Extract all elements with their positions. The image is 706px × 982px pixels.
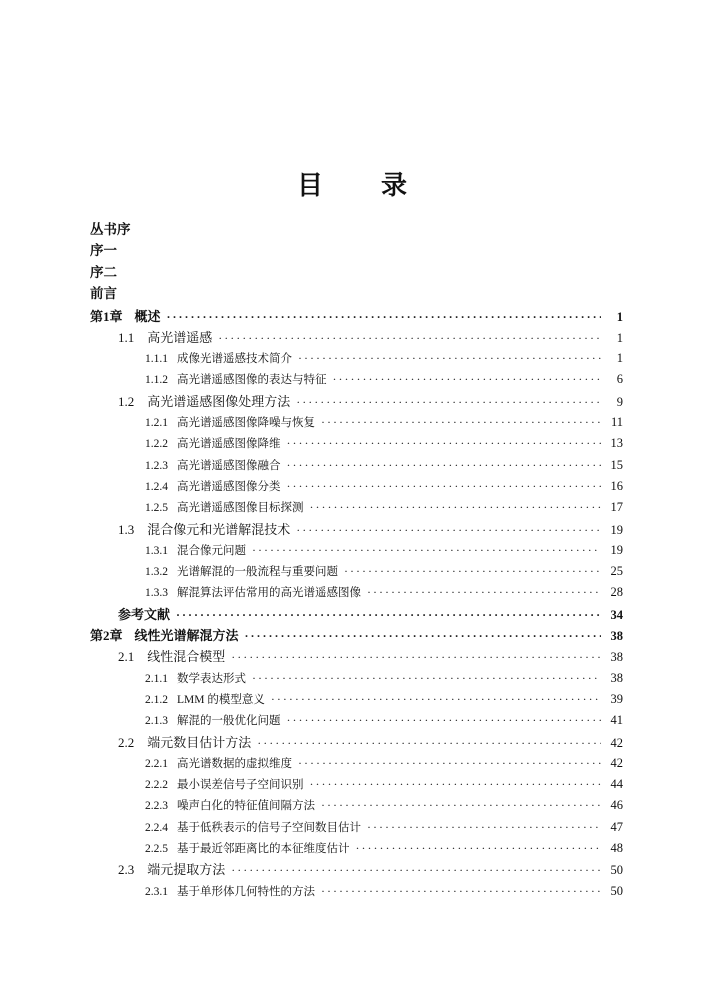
- toc-list: [90, 306, 623, 902]
- entry-title: 线性混合模型: [147, 649, 226, 665]
- dot-leader: [287, 710, 602, 732]
- entry-page-number: 47: [610, 819, 623, 834]
- dot-leader: [298, 753, 601, 775]
- dot-leader: [296, 519, 601, 541]
- dot-leader: [296, 391, 601, 413]
- toc-entry: [90, 668, 623, 689]
- toc-entry: [90, 455, 623, 476]
- dot-leader: [356, 838, 602, 860]
- entry-number: 1.2.1: [145, 417, 168, 430]
- entry-number: 1.2.2: [145, 438, 168, 451]
- toc-entry: [90, 476, 623, 497]
- entry-number: 2.3: [118, 862, 135, 878]
- entry-page-number: 48: [610, 840, 623, 855]
- dot-leader: [287, 455, 602, 477]
- entry-number: 1.1.2: [145, 374, 168, 387]
- toc-entry: [90, 689, 623, 710]
- toc-entry: [90, 540, 623, 561]
- entry-page-number: 25: [610, 564, 623, 579]
- toc-entry: [90, 582, 623, 603]
- entry-page-number: 50: [610, 863, 623, 878]
- toc-entry: [90, 774, 623, 795]
- toc-entry: [90, 881, 623, 902]
- toc-entry: [90, 327, 623, 348]
- dot-leader: [344, 561, 601, 583]
- entry-page-number: 50: [610, 883, 623, 898]
- entry-number: 2.2.2: [145, 779, 168, 792]
- toc-entry: [90, 561, 623, 582]
- entry-page-number: 44: [610, 777, 623, 792]
- toc-entry: [90, 412, 623, 433]
- entry-page-number: 42: [610, 755, 623, 770]
- dot-leader: [176, 604, 601, 626]
- entry-number: 2.2: [118, 734, 135, 750]
- entry-number: 1.3.2: [145, 566, 168, 579]
- entry-title: 高光谱遥感: [147, 329, 213, 345]
- toc-entry: [90, 732, 623, 753]
- entry-title: 混合像元和光谱解混技术: [147, 521, 291, 537]
- entry-number: 2.2.1: [145, 757, 168, 770]
- entry-title: LMM 的模型意义: [177, 693, 265, 706]
- toc-entry: [90, 646, 623, 667]
- dot-leader: [321, 881, 601, 903]
- entry-page-number: 16: [610, 478, 623, 493]
- entry-title: 高光谱遥感图像处理方法: [147, 393, 291, 409]
- toc-entry: [90, 753, 623, 774]
- entry-number: 1.2.5: [145, 502, 168, 515]
- dot-leader: [257, 732, 601, 754]
- front-matter-item: 序一: [90, 243, 117, 259]
- entry-title: 解混的一般优化问题: [177, 715, 281, 728]
- dot-leader: [245, 625, 601, 647]
- entry-title: 参考文献: [118, 606, 171, 622]
- toc-entry: [90, 859, 623, 880]
- entry-title: 高光谱遥感图像目标探测: [177, 502, 304, 515]
- entry-page-number: 28: [610, 585, 623, 600]
- entry-page-number: 39: [610, 691, 623, 706]
- dot-leader: [252, 668, 601, 690]
- entry-page-number: 19: [610, 542, 623, 557]
- entry-number: 1.3: [118, 521, 135, 537]
- entry-number: 1.1.1: [145, 353, 168, 366]
- entry-number: 2.3.1: [145, 885, 168, 898]
- entry-page-number: 1: [616, 330, 623, 345]
- entry-number: 1.2: [118, 393, 135, 409]
- entry-number: 1.3.1: [145, 544, 168, 557]
- entry-title: 数学表达形式: [177, 672, 246, 685]
- dot-leader: [271, 689, 601, 711]
- entry-page-number: 6: [616, 372, 623, 387]
- toc-entry: [90, 497, 623, 518]
- entry-page-number: 46: [610, 798, 623, 813]
- dot-leader: [367, 817, 601, 839]
- entry-number: 2.1.3: [145, 715, 168, 728]
- entry-title: 高光谱数据的虚拟维度: [177, 757, 292, 770]
- entry-number: 2.2.5: [145, 842, 168, 855]
- entry-page-number: 38: [610, 629, 623, 644]
- dot-leader: [310, 497, 602, 519]
- toc-entry: [90, 625, 623, 646]
- entry-page-number: 15: [610, 457, 623, 472]
- entry-number: 2.1.1: [145, 672, 168, 685]
- entry-title: 基于低秩表示的信号子空间数目估计: [177, 821, 361, 834]
- front-matter-item: 前言: [90, 286, 117, 302]
- page-title: 目 录: [296, 171, 409, 200]
- entry-title: 光谱解混的一般流程与重要问题: [177, 566, 338, 579]
- entry-number: 2.2.3: [145, 800, 168, 813]
- toc-entry: [90, 838, 623, 859]
- entry-number: 第2章: [90, 628, 123, 644]
- entry-title: 高光谱遥感图像降维: [177, 438, 281, 451]
- entry-page-number: 11: [610, 415, 623, 430]
- dot-leader: [231, 646, 601, 668]
- entry-title: 最小误差信号子空间识别: [177, 779, 304, 792]
- entry-title: 高光谱遥感图像融合: [177, 459, 281, 472]
- front-matter-list: [90, 219, 623, 305]
- toc-entry: [90, 604, 623, 625]
- entry-title: 线性光谱解混方法: [134, 628, 239, 644]
- entry-number: 2.1.2: [145, 693, 168, 706]
- toc-content: [90, 219, 623, 902]
- dot-leader: [252, 540, 601, 562]
- dot-leader: [310, 774, 602, 796]
- dot-leader: [367, 582, 601, 604]
- entry-page-number: 17: [610, 500, 623, 515]
- toc-entry: [90, 348, 623, 369]
- dot-leader: [287, 433, 602, 455]
- toc-entry: [90, 710, 623, 731]
- dot-leader: [298, 348, 601, 370]
- entry-title: 成像光谱遥感技术简介: [177, 353, 292, 366]
- entry-page-number: 9: [616, 394, 623, 409]
- entry-number: 1.2.3: [145, 459, 168, 472]
- entry-title: 混合像元问题: [177, 544, 246, 557]
- entry-title: 端元提取方法: [147, 862, 226, 878]
- entry-page-number: 13: [610, 436, 623, 451]
- toc-entry: [90, 519, 623, 540]
- front-matter-item: 丛书序: [90, 222, 131, 237]
- entry-title: 端元数目估计方法: [147, 734, 252, 750]
- entry-page-number: 34: [610, 607, 623, 622]
- entry-number: 2.2.4: [145, 821, 168, 834]
- entry-page-number: 41: [610, 713, 623, 728]
- entry-number: 第1章: [90, 308, 123, 324]
- dot-leader: [287, 476, 602, 498]
- dot-leader: [231, 859, 601, 881]
- toc-entry: [90, 433, 623, 454]
- entry-page-number: 1: [616, 351, 623, 366]
- entry-page-number: 1: [616, 309, 623, 324]
- entry-title: 高光谱遥感图像分类: [177, 480, 281, 493]
- entry-page-number: 19: [610, 522, 623, 537]
- toc-entry: [90, 369, 623, 390]
- entry-title: 解混算法评估常用的高光谱遥感图像: [177, 587, 361, 600]
- dot-leader: [321, 795, 601, 817]
- entry-number: 1.1: [118, 329, 135, 345]
- dot-leader: [321, 412, 601, 434]
- entry-title: 噪声白化的特征值间隔方法: [177, 800, 315, 813]
- dot-leader: [333, 369, 602, 391]
- entry-number: 1.2.4: [145, 480, 168, 493]
- toc-entry: [90, 391, 623, 412]
- entry-title: 基于单形体几何特性的方法: [177, 885, 315, 898]
- entry-page-number: 38: [610, 650, 623, 665]
- entry-title: 概述: [134, 308, 161, 324]
- dot-leader: [167, 306, 601, 328]
- toc-entry: [90, 306, 623, 327]
- entry-page-number: 42: [610, 735, 623, 750]
- toc-entry: [90, 817, 623, 838]
- entry-page-number: 38: [610, 670, 623, 685]
- entry-title: 基于最近邻距离比的本征维度估计: [177, 842, 350, 855]
- dot-leader: [218, 327, 601, 349]
- entry-number: 2.1: [118, 649, 135, 665]
- entry-number: 1.3.3: [145, 587, 168, 600]
- toc-entry: [90, 795, 623, 816]
- entry-title: 高光谱遥感图像降噪与恢复: [177, 417, 315, 430]
- front-matter-item: 序二: [90, 264, 117, 280]
- entry-title: 高光谱遥感图像的表达与特征: [177, 374, 327, 387]
